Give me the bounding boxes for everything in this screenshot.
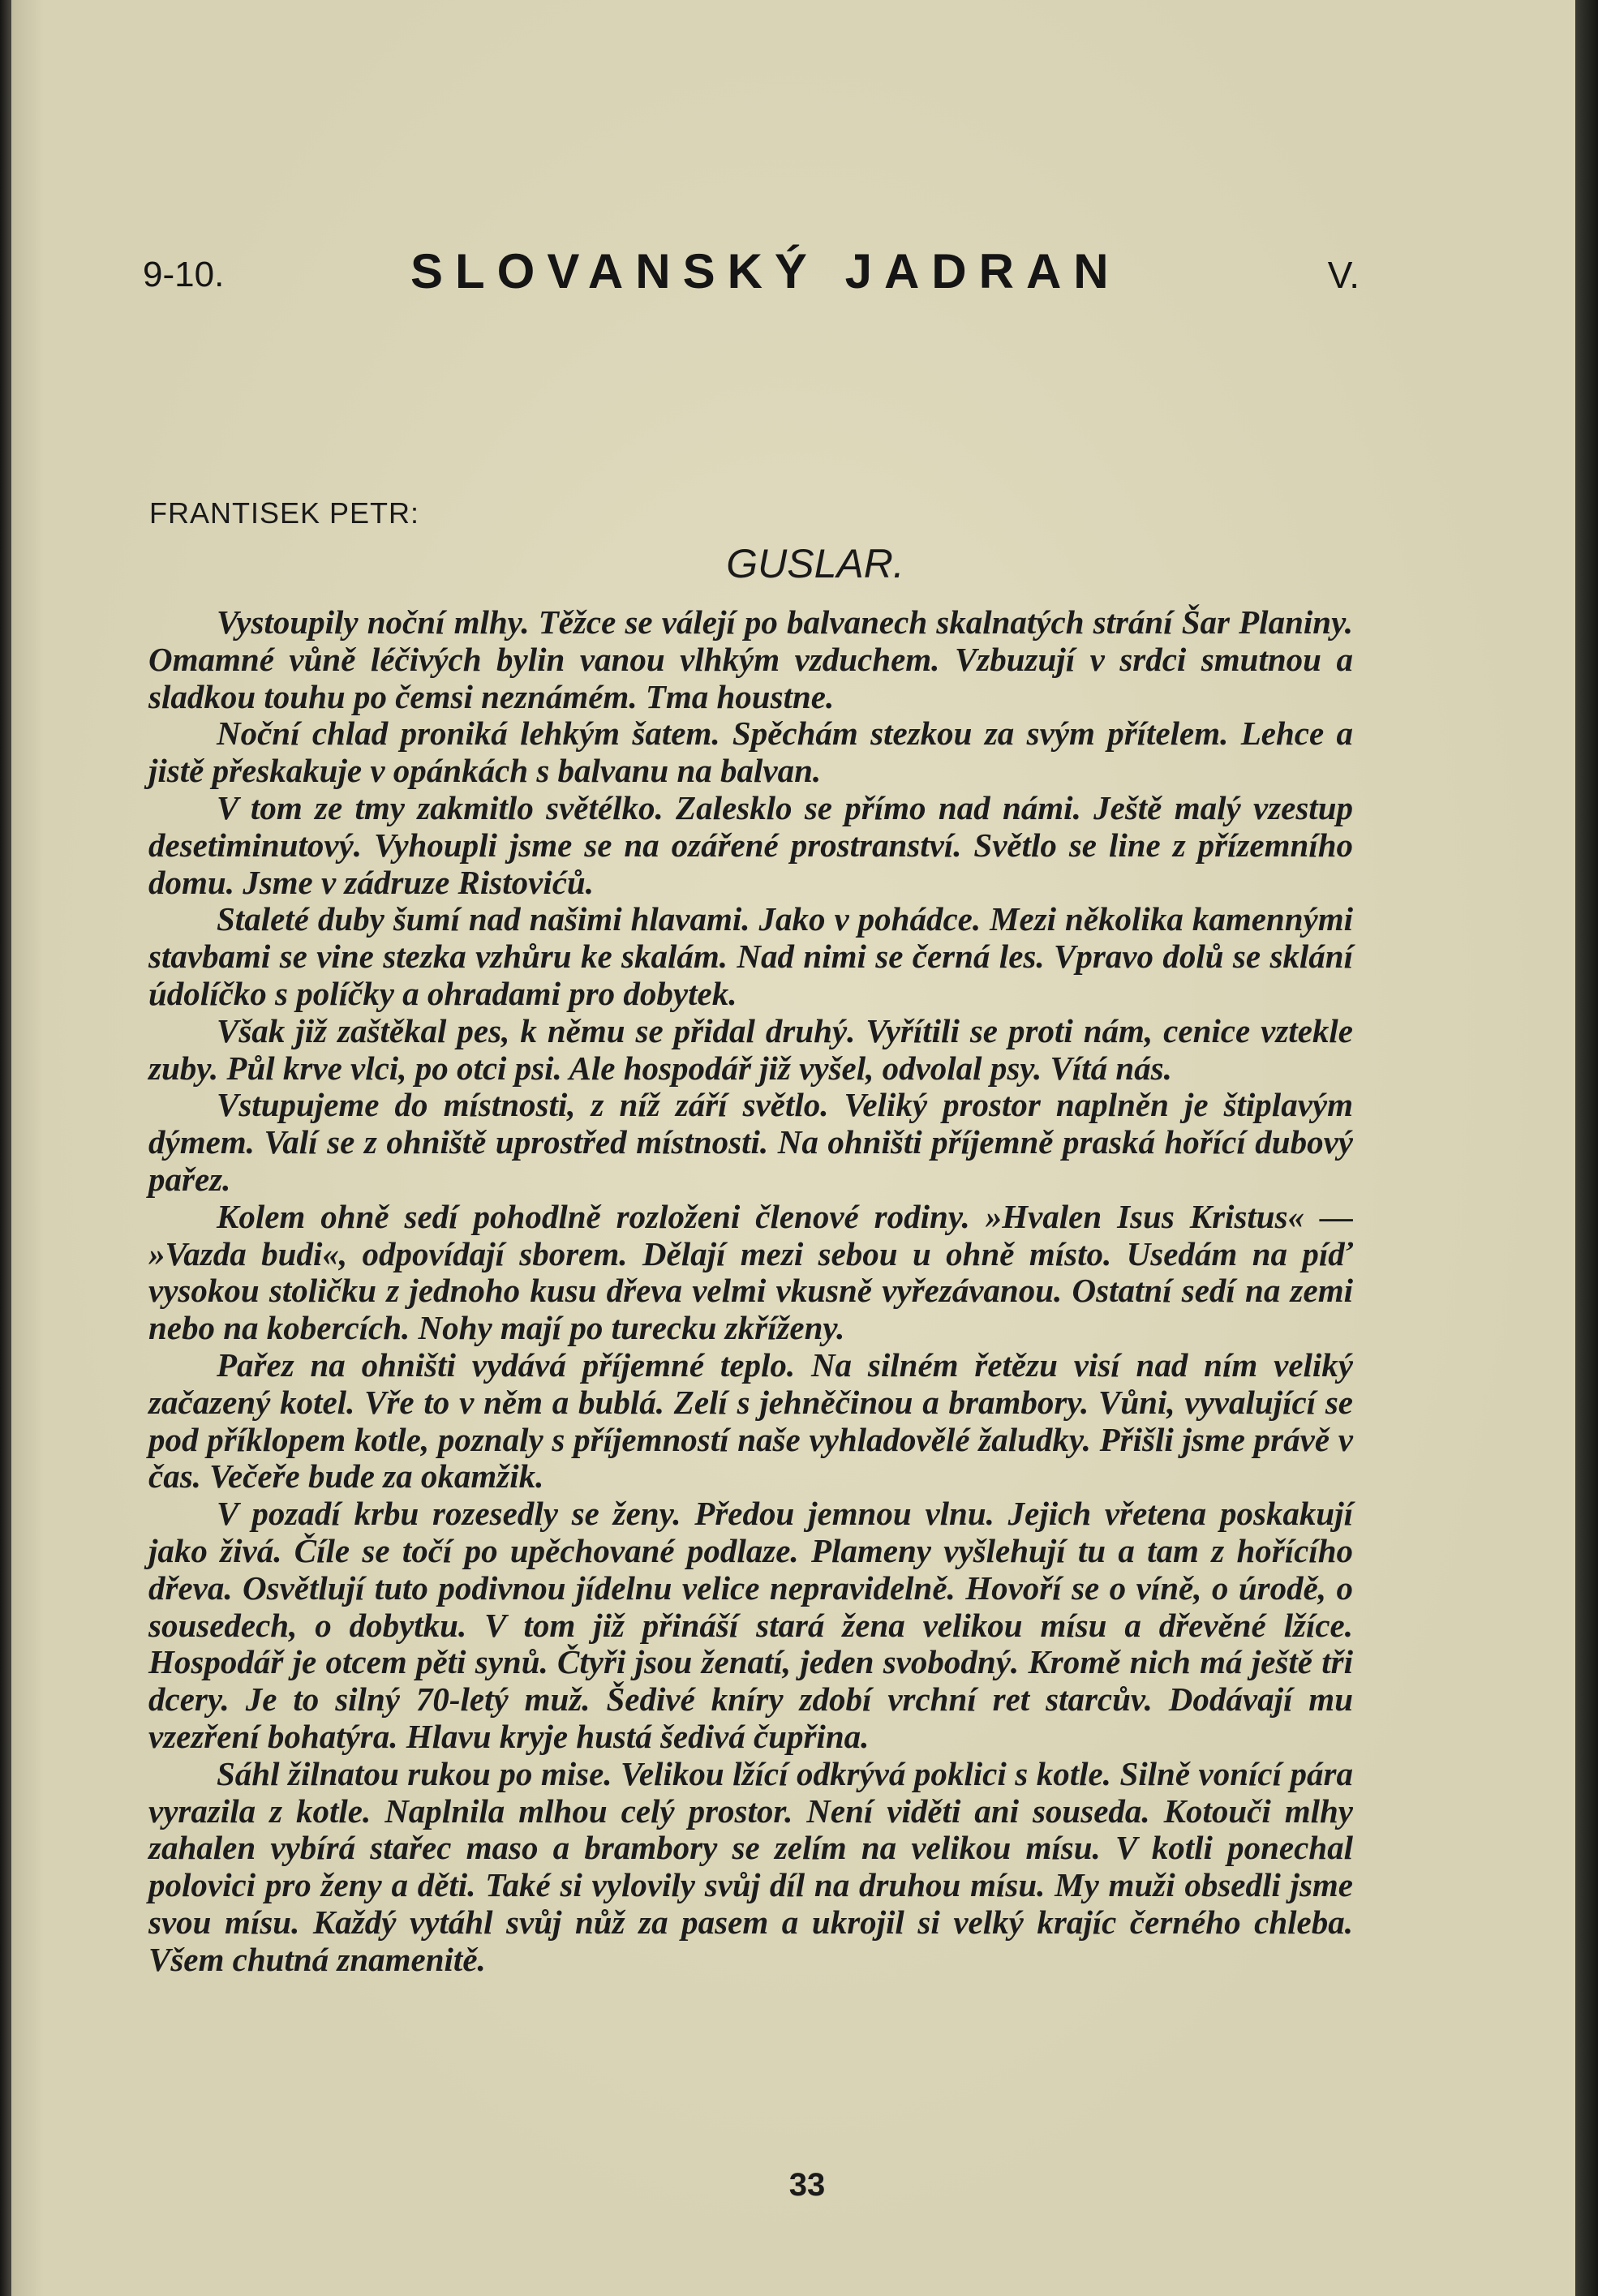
article-body	[148, 604, 1353, 1978]
paragraph: Kolem ohně sedí pohodlně rozloženi členové rodiny. »Hvalen Isus Kristus« — »Vazda budi«, odpovídají sborem. Dělají mezi sebou u ohně místo. Usedám na píď vysokou stoličku z jednoho kusu dřeva velmi vkusně vyřezávanou. Ostatní sedí na zemi nebo na kobercích. Nohy mají po turecku zkříženy.	[148, 1197, 1353, 1347]
paragraph: Vystoupily noční mlhy. Těžce se válejí po balvanech skalnatých strání Šar Planiny. Omamné vůně léčivých bylin vanou vlhkým vzduchem. Vzbuzují v srdci smutnou a sladkou touhu po čemsi neznámém. Tma houstne.	[148, 603, 1353, 715]
paragraph: V tom ze tmy zakmitlo světélko. Zalesklo se přímo nad námi. Ještě malý vzestup desetiminutový. Vyhoupli jsme se na ozářené prostranství. Světlo se line z přízemního domu. Jsme v zádruze Ristovićů.	[148, 788, 1353, 901]
running-header	[143, 243, 1360, 308]
volume-number: V.	[1327, 254, 1360, 296]
journal-title: SLOVANSKÝ JADRAN	[410, 244, 1121, 298]
page-right-edge	[1575, 0, 1598, 2296]
page-number: 33	[788, 2167, 826, 2203]
paragraph: Pařez na ohništi vydává příjemné teplo. Na silném řetězu visí nad ním veliký začazený kotel. Vře to v něm a bublá. Zelí s jehněčinou a brambory. Vůni, vyvalující se pod příklopem kotle, poznaly s příjemností naše vyhladovělé žaludky. Přišli jsme právě v čas. Večeře bude za okamžik.	[148, 1345, 1353, 1496]
paragraph: V pozadí krbu rozesedly se ženy. Předou jemnou vlnu. Jejich vřetena poskakují jako živá. Číle se točí po upěchované podlaze. Plameny vyšlehují tu a tam z hořícího dřeva. Osvětlují tuto podivnou jídelnu velice nepravidelně. Hovoří se o víně, o úrodě, o sousedech, o dobytku. V tom již přináší stará žena velikou mísu a dřevěné lžíce. Hospodář je otcem pěti synů. Čtyři jsou ženatí, jeden svobodný. Kromě nich má ještě tři dcery. Je to silný 70-letý muž. Šedivé kníry zdobí vrchní ret starcův. Dodávají mu vzezření bohatýra. Hlavu kryje hustá šedivá čupřina.	[148, 1495, 1353, 1755]
paragraph: Však již zaštěkal pes, k němu se přidal druhý. Vyřítili se proti nám, cenice vztekle zuby. Půl krve vlci, po otci psi. Ale hospodář již vyšel, odvolal psy. Vítá nás.	[148, 1011, 1353, 1087]
article-title: GUSLAR.	[726, 541, 904, 586]
issue-number: 9-10.	[143, 255, 225, 294]
paragraph: Sáhl žilnatou rukou po mise. Velikou lžící odkrývá poklici s kotle. Silně vonící pára vyrazila z kotle. Naplnila mlhou celý prostor. Není viděti ani souseda. Kotouči mlhy zahalen vybírá stařec maso a brambory se zelím na velikou mísu. V kotli ponechal polovici pro ženy a děti. Také si vylovily svůj díl na druhou mísu. My muži obsedli jsme svou mísu. Každý vytáhl svůj nůž za pasem a ukrojil si velký krajíc černého chleba. Všem chutná znamenitě.	[148, 1754, 1353, 1978]
paragraph: Staleté duby šumí nad našimi hlavami. Jako v pohádce. Mezi několika kamennými stavbami se vine stezka vzhůru ke skalám. Nad nimi se černá les. Vpravo dolů se sklání údolíčko s políčky a ohradami pro dobytek.	[148, 900, 1353, 1012]
article-author: FRANTISEK PETR:	[149, 496, 420, 530]
paragraph: Noční chlad proniká lehkým šatem. Spěchám stezkou za svým přítelem. Lehce a jistě přeskakuje v opánkách s balvanu na balvan.	[148, 715, 1353, 790]
paragraph: Vstupujeme do místnosti, z níž září světlo. Veliký prostor naplněn je štiplavým dýmem. Valí se z ohniště uprostřed místnosti. Na ohništi příjemně praská hořící dubový pařez.	[148, 1086, 1353, 1198]
page-binding-edge	[0, 0, 11, 2296]
